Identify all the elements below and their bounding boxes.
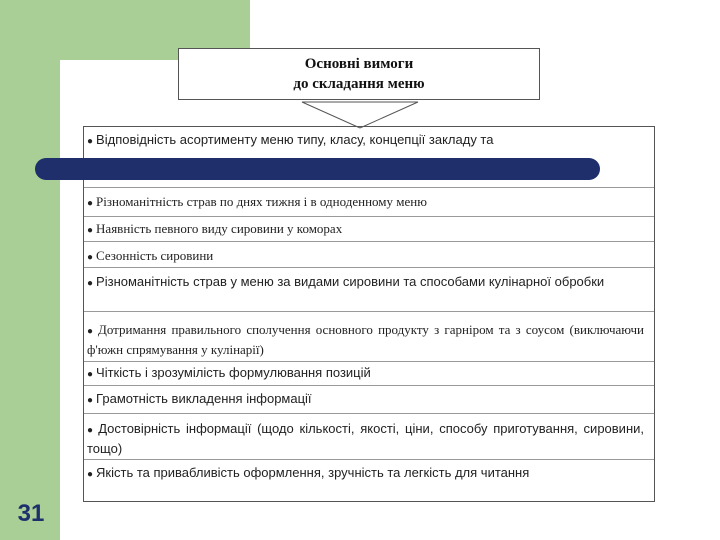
list-item-text: Різноманітність страв по днях тижня і в одноденному меню — [96, 194, 427, 209]
navy-decor-bar — [35, 158, 600, 180]
list-item — [84, 413, 654, 459]
list-item-text: Сезонність сировини — [96, 248, 214, 263]
list-item-text: Грамотність викладення інформації — [96, 391, 312, 406]
bullet-icon: ● — [87, 136, 94, 147]
bullet-icon: ● — [87, 225, 94, 236]
list-item — [84, 361, 654, 385]
rounded-corner — [60, 60, 120, 120]
list-item-text: Відповідність асортименту меню типу, класу, концепції закладу та — [96, 132, 494, 147]
bullet-icon: ● — [87, 395, 94, 406]
list-item-text: Якість та привабливість оформлення, зручність та легкість для читання — [96, 465, 530, 480]
bullet-icon: ● — [87, 425, 96, 436]
bullet-icon: ● — [87, 326, 95, 337]
list-item — [84, 311, 654, 361]
list-item-text: Наявність певного виду сировини у коморах — [96, 221, 343, 236]
list-item — [84, 385, 654, 413]
bullet-icon: ● — [87, 278, 94, 289]
bullet-icon: ● — [87, 198, 94, 209]
list-item-text: Достовірність інформації (щодо кількості, якості, ціни, способу приготування, сировини, тощо) — [87, 421, 644, 456]
title-line-2: до складання меню — [293, 76, 425, 92]
list-item — [84, 187, 654, 216]
list-item — [84, 216, 654, 241]
list-item-text: Дотримання правильного сполучення основного продукту з гарніром та з соусом (виключаючи ф'южн спрямування у кулінарії) — [87, 322, 644, 357]
bullet-icon: ● — [87, 469, 94, 480]
list-item-text: Чіткість і зрозумілість формулювання позицій — [96, 365, 371, 380]
requirements-list — [83, 126, 655, 502]
green-sidebar-strip — [0, 0, 60, 540]
bullet-icon: ● — [87, 252, 94, 263]
list-item — [84, 267, 654, 311]
list-item-text: Різноманітність страв у меню за видами сировини та способами кулінарної обробки — [96, 274, 605, 289]
list-item — [84, 459, 654, 501]
list-item — [84, 241, 654, 267]
title-box — [178, 48, 540, 100]
bullet-icon: ● — [87, 369, 94, 380]
title-line-1: Основні вимоги — [304, 56, 414, 72]
slide-number: 31 — [17, 500, 45, 527]
